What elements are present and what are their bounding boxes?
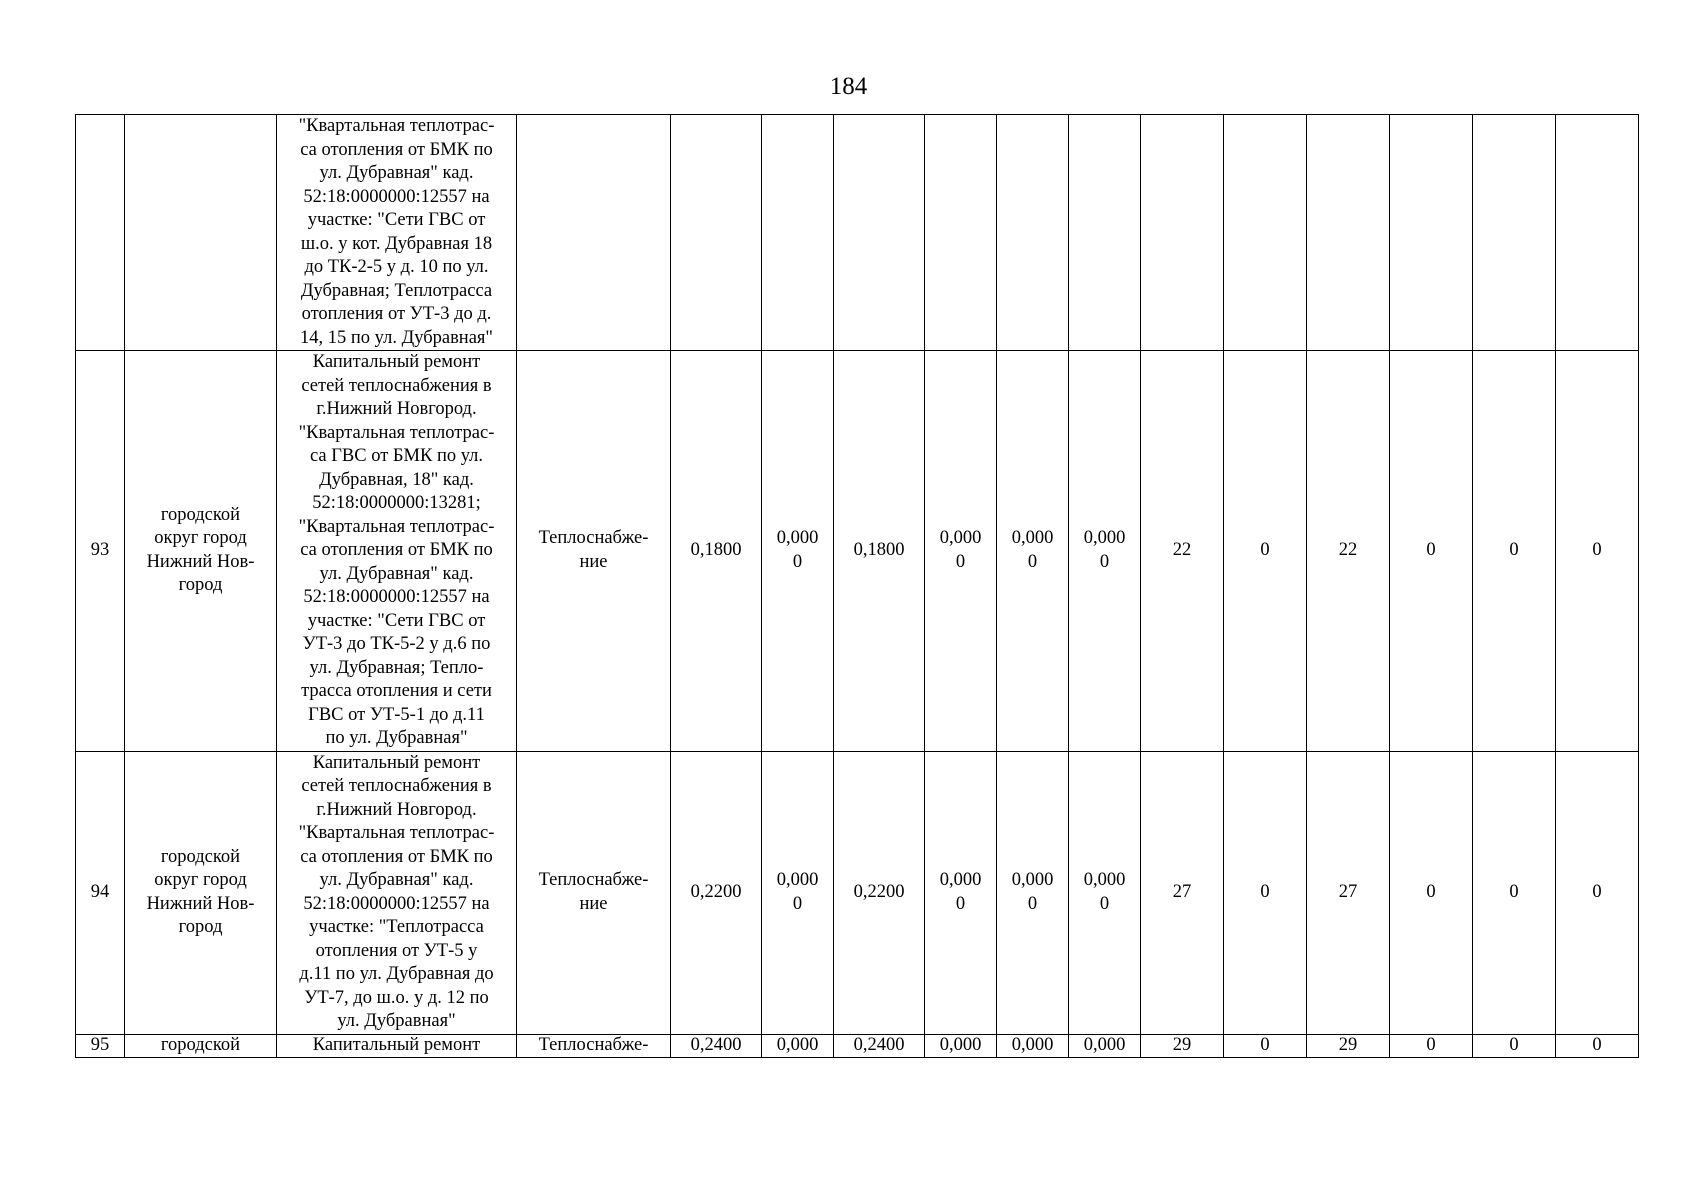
value-cell: 0,000 <box>762 1034 834 1057</box>
value-cell: 0,000 <box>1069 1034 1141 1057</box>
value-cell: 0,000 0 <box>925 351 997 752</box>
utility-type-cell <box>517 115 671 351</box>
value-cell: 0 <box>1556 1034 1639 1057</box>
object-description-cell: "Квартальная теплотрас- са отопления от БМК по ул. Дубравная" кад. 52:18:0000000:12557 на участке: "Сети ГВС от ш.о. у кот. Дубравная 18 до ТК-2-5 у д. 10 по ул. Дубравная; Теплотрасса отопления от УТ-3 до д. 14, 15 по ул. Дубравная" <box>277 115 517 351</box>
value-cell <box>762 115 834 351</box>
value-cell: 0,000 0 <box>1069 351 1141 752</box>
works-table <box>75 114 1639 1058</box>
table-row <box>76 1034 1639 1057</box>
value-cell: 0,000 0 <box>925 751 997 1034</box>
municipality-cell <box>125 115 277 351</box>
value-cell: 0 <box>1556 351 1639 752</box>
municipality-cell: городской <box>125 1034 277 1057</box>
value-cell: 0,2400 <box>834 1034 925 1057</box>
table-row <box>76 351 1639 752</box>
value-cell <box>671 115 762 351</box>
value-cell: 0 <box>1224 751 1307 1034</box>
utility-type-cell: Теплоснабже- ние <box>517 751 671 1034</box>
value-cell: 0,000 <box>925 1034 997 1057</box>
value-cell: 0 <box>1473 751 1556 1034</box>
page-number: 184 <box>829 73 868 100</box>
value-cell: 29 <box>1141 1034 1224 1057</box>
value-cell <box>1556 115 1639 351</box>
value-cell: 0,2200 <box>834 751 925 1034</box>
value-cell <box>1390 115 1473 351</box>
object-description-cell: Капитальный ремонт <box>277 1034 517 1057</box>
value-cell <box>1141 115 1224 351</box>
table-row <box>76 115 1639 351</box>
value-cell: 0,2200 <box>671 751 762 1034</box>
value-cell: 22 <box>1141 351 1224 752</box>
utility-type-cell: Теплоснабже- ние <box>517 351 671 752</box>
municipality-cell: городской округ город Нижний Нов- город <box>125 751 277 1034</box>
value-cell <box>1307 115 1390 351</box>
value-cell: 0,000 0 <box>997 351 1069 752</box>
object-description-cell: Капитальный ремонт сетей теплоснабжения в г.Нижний Новгород. "Квартальная теплотрас- са отопления от БМК по ул. Дубравная" кад. 52:18:0000000:12557 на участке: "Теплотрасса отопления от УТ-5 у д.11 по ул. Дубравная до УТ-7, до ш.о. у д. 12 по ул. Дубравная" <box>277 751 517 1034</box>
value-cell: 0 <box>1556 751 1639 1034</box>
municipality-cell: городской округ город Нижний Нов- город <box>125 351 277 752</box>
row-number-cell: 95 <box>76 1034 125 1057</box>
value-cell <box>925 115 997 351</box>
value-cell: 0,1800 <box>834 351 925 752</box>
value-cell: 0,000 0 <box>762 751 834 1034</box>
value-cell: 27 <box>1307 751 1390 1034</box>
value-cell: 0,000 0 <box>1069 751 1141 1034</box>
value-cell: 0 <box>1473 351 1556 752</box>
value-cell: 0 <box>1473 1034 1556 1057</box>
row-number-cell: 94 <box>76 751 125 1034</box>
row-number-cell <box>76 115 125 351</box>
value-cell: 0 <box>1390 351 1473 752</box>
value-cell <box>997 115 1069 351</box>
value-cell: 0 <box>1390 751 1473 1034</box>
value-cell: 27 <box>1141 751 1224 1034</box>
value-cell: 29 <box>1307 1034 1390 1057</box>
object-description-cell: Капитальный ремонт сетей теплоснабжения в г.Нижний Новгород. "Квартальная теплотрас- са ГВС от БМК по ул. Дубравная, 18" кад. 52:18:0000000:13281; "Квартальная теплотрас- са отопления от БМК по ул. Дубравная" кад. 52:18:0000000:12557 на участке: "Сети ГВС от УТ-3 до ТК-5-2 у д.6 по ул. Дубравная; Тепло- трасса отопления и сети ГВС от УТ-5-1 до д.11 по ул. Дубравная" <box>277 351 517 752</box>
value-cell: 0 <box>1224 351 1307 752</box>
utility-type-cell: Теплоснабже- <box>517 1034 671 1057</box>
value-cell: 0,000 0 <box>997 751 1069 1034</box>
table-row <box>76 751 1639 1034</box>
value-cell <box>1473 115 1556 351</box>
value-cell: 0,000 <box>997 1034 1069 1057</box>
value-cell <box>834 115 925 351</box>
value-cell: 0,000 0 <box>762 351 834 752</box>
value-cell <box>1224 115 1307 351</box>
row-number-cell: 93 <box>76 351 125 752</box>
value-cell: 0,2400 <box>671 1034 762 1057</box>
value-cell: 0 <box>1390 1034 1473 1057</box>
value-cell <box>1069 115 1141 351</box>
table-body <box>76 115 1639 1058</box>
value-cell: 0 <box>1224 1034 1307 1057</box>
value-cell: 0,1800 <box>671 351 762 752</box>
value-cell: 22 <box>1307 351 1390 752</box>
